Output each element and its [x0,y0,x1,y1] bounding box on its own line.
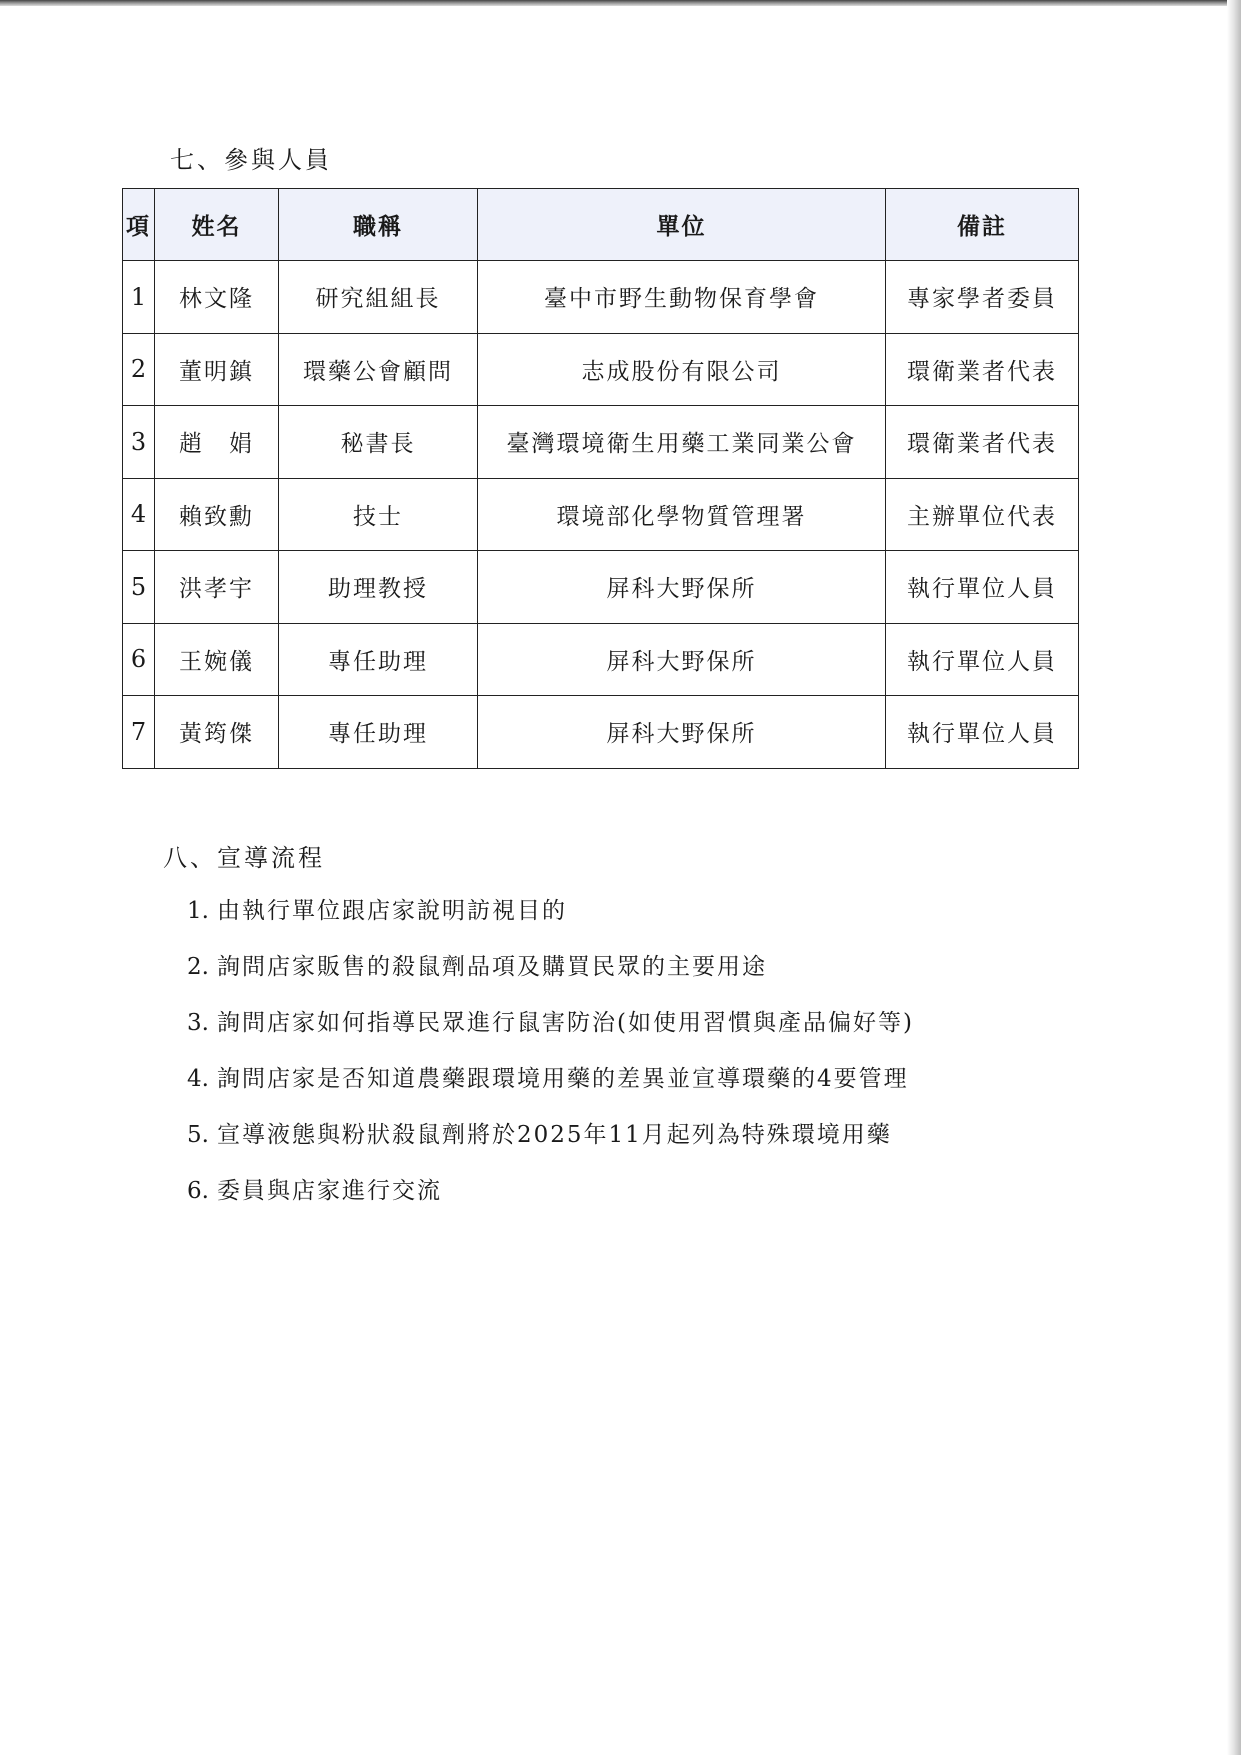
table-header-row [123,189,1079,261]
cell-index: 3 [123,406,155,479]
table-row [123,623,1079,696]
cell-title: 秘書長 [279,406,478,479]
step-number: 6. [187,1178,209,1204]
table-row [123,333,1079,406]
table-row [123,478,1079,551]
cell-remark: 專家學者委員 [886,261,1079,334]
cell-index: 5 [123,551,155,624]
cell-unit: 志成股份有限公司 [478,333,886,406]
header-index: 項 [123,189,155,261]
list-item [187,1004,914,1060]
cell-name: 洪孝宇 [155,551,279,624]
header-remark: 備註 [886,189,1079,261]
cell-unit: 臺中市野生動物保育學會 [478,261,886,334]
step-text: 詢問店家如何指導民眾進行鼠害防治(如使用習慣與產品偏好等) [217,1010,914,1036]
cell-remark: 執行單位人員 [886,696,1079,769]
cell-name: 林文隆 [155,261,279,334]
step-number: 3. [187,1010,209,1036]
table-row [123,696,1079,769]
scan-edge-right [1227,0,1241,1755]
cell-name: 王婉儀 [155,623,279,696]
list-item [187,1172,914,1228]
step-number: 1. [187,898,209,924]
cell-name: 賴致勳 [155,478,279,551]
list-item [187,892,914,948]
cell-unit: 臺灣環境衛生用藥工業同業公會 [478,406,886,479]
section-title-participants: 七、參與人員 [170,146,332,174]
cell-remark: 環衛業者代表 [886,406,1079,479]
cell-unit: 屏科大野保所 [478,696,886,769]
table-row [123,551,1079,624]
cell-name: 黃筠傑 [155,696,279,769]
section-title-procedure: 八、宣導流程 [163,844,325,872]
table-row [123,406,1079,479]
cell-title: 環藥公會顧問 [279,333,478,406]
header-unit: 單位 [478,189,886,261]
cell-remark: 執行單位人員 [886,551,1079,624]
cell-remark: 環衛業者代表 [886,333,1079,406]
cell-index: 6 [123,623,155,696]
step-text: 由執行單位跟店家說明訪視目的 [217,898,567,924]
cell-remark: 執行單位人員 [886,623,1079,696]
cell-index: 7 [123,696,155,769]
header-title: 職稱 [279,189,478,261]
step-number: 4. [187,1066,209,1092]
list-item [187,1060,914,1116]
cell-index: 4 [123,478,155,551]
cell-title: 專任助理 [279,623,478,696]
cell-title: 專任助理 [279,696,478,769]
cell-index: 1 [123,261,155,334]
cell-unit: 屏科大野保所 [478,551,886,624]
cell-index: 2 [123,333,155,406]
cell-name: 董明鎮 [155,333,279,406]
cell-title: 技士 [279,478,478,551]
step-number: 5. [187,1122,209,1148]
cell-title: 研究組組長 [279,261,478,334]
participants-table [122,188,1079,769]
cell-unit: 屏科大野保所 [478,623,886,696]
header-name: 姓名 [155,189,279,261]
list-item [187,948,914,1004]
step-text: 詢問店家是否知道農藥跟環境用藥的差異並宣導環藥的4要管理 [217,1066,909,1092]
step-text: 詢問店家販售的殺鼠劑品項及購買民眾的主要用途 [217,954,767,980]
table-row [123,261,1079,334]
cell-title: 助理教授 [279,551,478,624]
step-text: 宣導液態與粉狀殺鼠劑將於2025年11月起列為特殊環境用藥 [217,1122,892,1148]
cell-unit: 環境部化學物質管理署 [478,478,886,551]
procedure-list [187,892,914,1228]
cell-name: 趙 娟 [155,406,279,479]
scan-edge-top [0,0,1241,6]
step-number: 2. [187,954,209,980]
step-text: 委員與店家進行交流 [217,1178,442,1204]
cell-remark: 主辦單位代表 [886,478,1079,551]
list-item [187,1116,914,1172]
